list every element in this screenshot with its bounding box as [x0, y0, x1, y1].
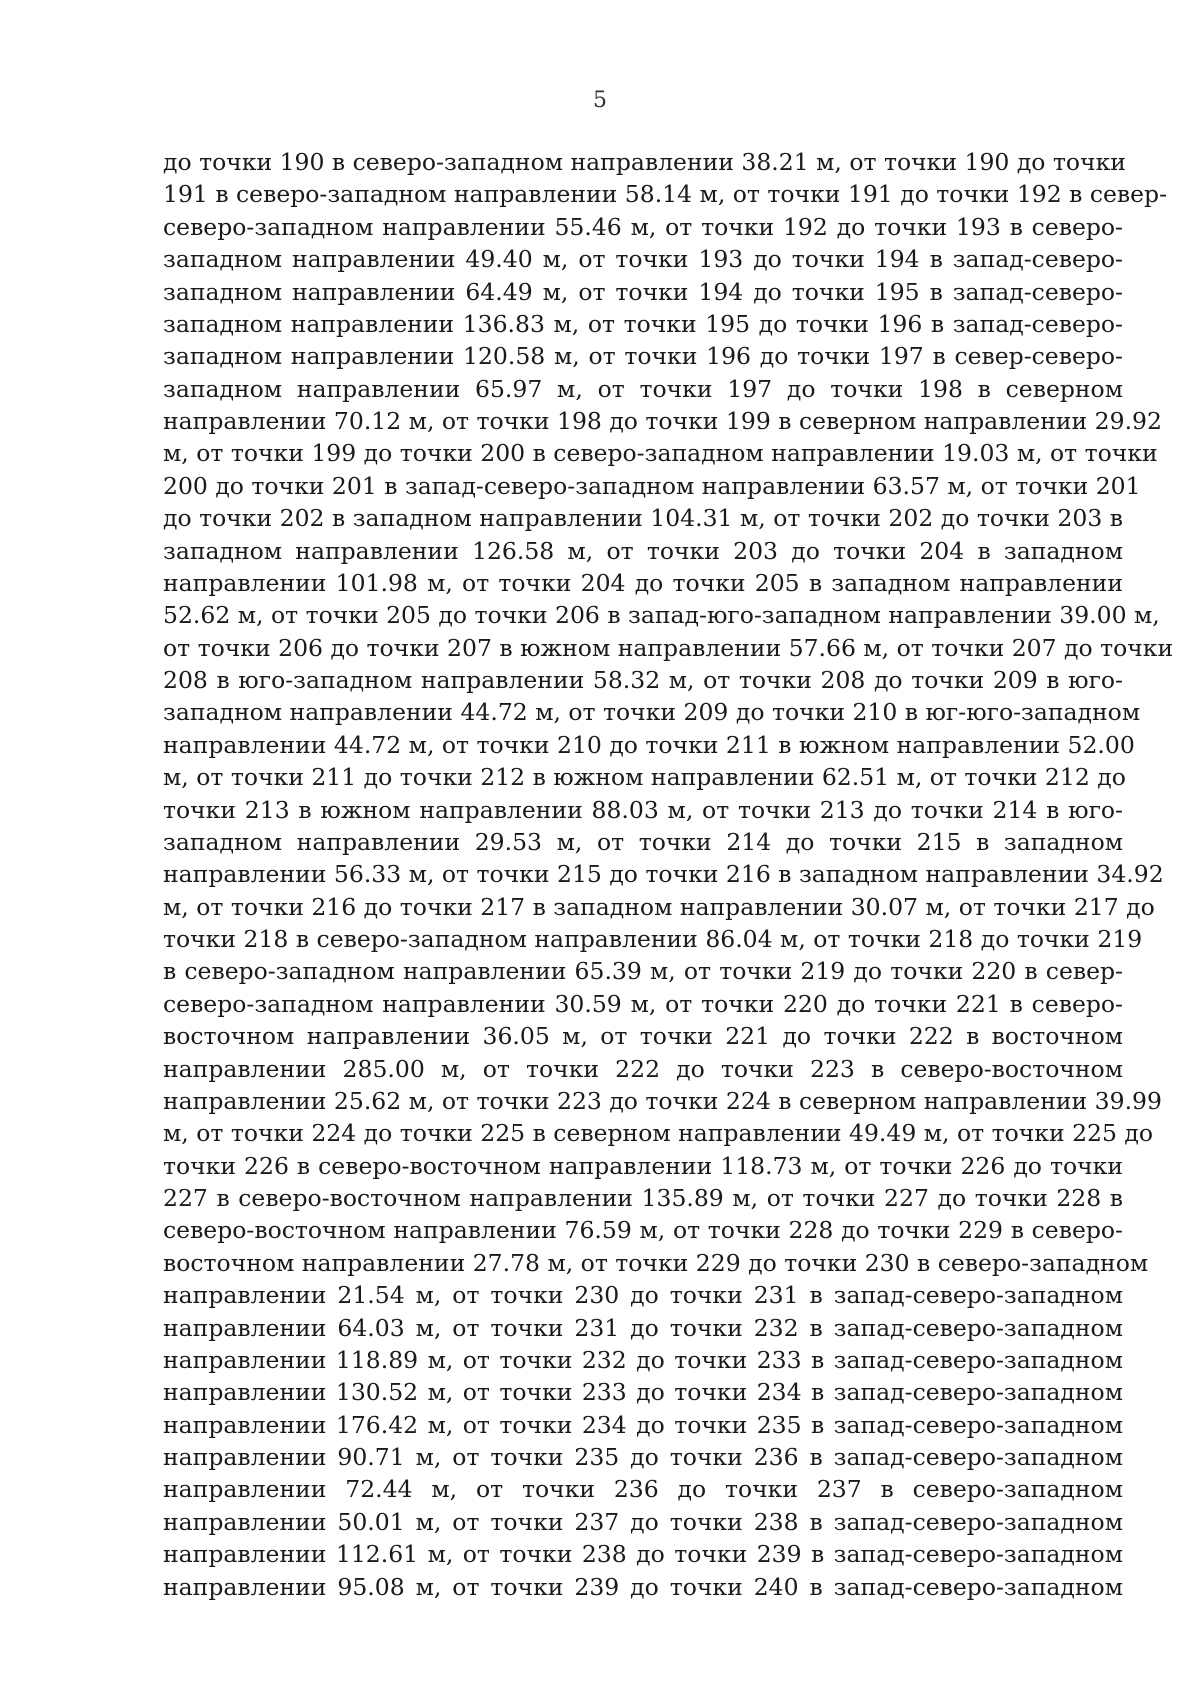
text-line: до точки 190 в северо-западном направлении 38.21 м, от точки 190 до точки: [163, 148, 1126, 176]
text-line: 191 в северо-западном направлении 58.14 м, от точки 191 до точки 192 в север-: [163, 180, 1168, 209]
text-line: направлении 21.54 м, от точки 230 до точки 231 в запад-северо-западном: [163, 1281, 1123, 1310]
text-line: от точки 206 до точки 207 в южном направлении 57.66 м, от точки 207 до точки: [163, 633, 1174, 662]
text-line: направлении 130.52 м, от точки 233 до точки 234 в запад-северо-западном: [163, 1378, 1123, 1407]
text-line: западном направлении 126.58 м, от точки 203 до точки 204 в западном: [163, 536, 1123, 565]
text-line: восточном направлении 27.78 м, от точки 229 до точки 230 в северо-западном: [163, 1248, 1149, 1277]
text-line: направлении 72.44 м, от точки 236 до точки 237 в северо-западном: [163, 1475, 1123, 1504]
text-line: 227 в северо-восточном направлении 135.89 м, от точки 227 до точки 228 в: [163, 1184, 1123, 1212]
text-line: северо-западном направлении 55.46 м, от точки 192 до точки 193 в северо-: [163, 212, 1123, 241]
text-line: восточном направлении 36.05 м, от точки 221 до точки 222 в восточном: [163, 1022, 1123, 1051]
text-line: до точки 202 в западном направлении 104.31 м, от точки 202 до точки 203 в: [163, 504, 1123, 533]
text-line: 200 до точки 201 в запад-северо-западном направлении 63.57 м, от точки 201: [163, 471, 1141, 500]
text-line: точки 226 в северо-восточном направлении 118.73 м, от точки 226 до точки: [163, 1151, 1123, 1180]
text-line: точки 213 в южном направлении 88.03 м, от точки 213 до точки 214 в юго-: [163, 795, 1123, 824]
text-line: направлении 44.72 м, от точки 210 до точки 211 в южном направлении 52.00: [163, 730, 1135, 759]
text-line: м, от точки 211 до точки 212 в южном направлении 62.51 м, от точки 212 до: [163, 763, 1126, 792]
text-line: западном направлении 64.49 м, от точки 194 до точки 195 в запад-северо-: [163, 277, 1123, 306]
page-number: 5: [593, 88, 607, 113]
text-line: точки 218 в северо-западном направлении 86.04 м, от точки 218 до точки 219: [163, 925, 1143, 953]
text-line: направлении 25.62 м, от точки 223 до точки 224 в северном направлении 39.99: [163, 1086, 1162, 1115]
text-line: направлении 50.01 м, от точки 237 до точки 238 в запад-северо-западном: [163, 1507, 1123, 1536]
text-line: 208 в юго-западном направлении 58.32 м, от точки 208 до точки 209 в юго-: [163, 666, 1123, 694]
text-line: м, от точки 199 до точки 200 в северо-западном направлении 19.03 м, от точки: [163, 439, 1158, 468]
text-line: направлении 64.03 м, от точки 231 до точки 232 в запад-северо-западном: [163, 1313, 1123, 1342]
text-line: направлении 90.71 м, от точки 235 до точки 236 в запад-северо-западном: [163, 1443, 1123, 1471]
body-paragraph: [163, 146, 1174, 1603]
text-line: северо-западном направлении 30.59 м, от точки 220 до точки 221 в северо-: [163, 989, 1123, 1018]
text-line: западном направлении 29.53 м, от точки 214 до точки 215 в западном: [163, 827, 1123, 856]
text-line: направлении 112.61 м, от точки 238 до точки 239 в запад-северо-западном: [163, 1540, 1123, 1569]
text-line: в северо-западном направлении 65.39 м, от точки 219 до точки 220 в север-: [163, 957, 1123, 986]
text-line: направлении 176.42 м, от точки 234 до точки 235 в запад-северо-западном: [163, 1410, 1123, 1439]
text-line: направлении 285.00 м, от точки 222 до точки 223 в северо-восточном: [163, 1054, 1123, 1083]
text-line: 52.62 м, от точки 205 до точки 206 в запад-юго-западном направлении 39.00 м,: [163, 601, 1160, 630]
text-line: западном направлении 65.97 м, от точки 197 до точки 198 в северном: [163, 374, 1123, 403]
text-line: западном направлении 49.40 м, от точки 193 до точки 194 в запад-северо-: [163, 245, 1123, 274]
text-line: направлении 56.33 м, от точки 215 до точки 216 в западном направлении 34.92: [163, 860, 1164, 889]
text-line: направлении 101.98 м, от точки 204 до точки 205 в западном направлении: [163, 568, 1123, 597]
text-line: направлении 118.89 м, от точки 232 до точки 233 в запад-северо-западном: [163, 1345, 1123, 1374]
text-line: м, от точки 224 до точки 225 в северном направлении 49.49 м, от точки 225 до: [163, 1119, 1154, 1148]
text-line: западном направлении 44.72 м, от точки 209 до точки 210 в юг-юго-западном: [163, 698, 1141, 727]
text-line: западном направлении 120.58 м, от точки 196 до точки 197 в север-северо-: [163, 342, 1123, 371]
text-line: м, от точки 216 до точки 217 в западном направлении 30.07 м, от точки 217 до: [163, 892, 1155, 921]
text-line: западном направлении 136.83 м, от точки 195 до точки 196 в запад-северо-: [163, 309, 1123, 338]
text-line: направлении 70.12 м, от точки 198 до точки 199 в северном направлении 29.92: [163, 407, 1162, 435]
text-line: направлении 95.08 м, от точки 239 до точки 240 в запад-северо-западном: [163, 1572, 1123, 1601]
text-line: северо-восточном направлении 76.59 м, от точки 228 до точки 229 в северо-: [163, 1216, 1123, 1245]
